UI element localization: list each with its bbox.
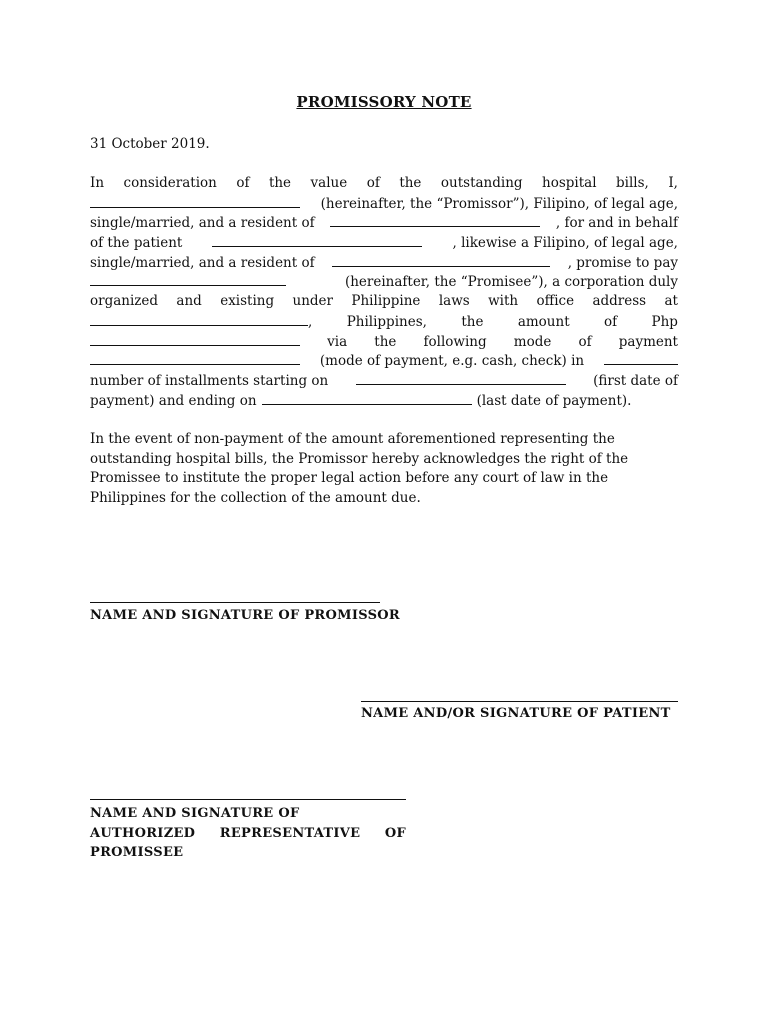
representative-signature-line[interactable] (90, 799, 406, 800)
document-date: 31 October 2019. (90, 136, 210, 152)
promissor-signature-label: NAME AND SIGNATURE OF PROMISSOR (90, 608, 401, 623)
office-address-blank[interactable] (90, 312, 308, 326)
paragraph-line: of the patient , likewise a Filipino, of legal age, (90, 235, 678, 252)
paragraph-line: (hereinafter, the “Promisee”), a corporation duly (90, 272, 678, 292)
paragraph-line: , Philippines, the amount of Php (90, 312, 678, 332)
paragraph-line: (hereinafter, the “Promissor”), Filipino, of legal age, (90, 194, 678, 214)
document-title: PROMISSORY NOTE (296, 93, 472, 111)
patient-address-blank[interactable] (332, 253, 550, 267)
promissor-address-blank[interactable] (330, 213, 540, 227)
patient-signature-line[interactable] (361, 701, 678, 702)
paragraph-line: In the event of non-payment of the amount aforementioned representing the (90, 431, 615, 447)
mode-of-payment-blank[interactable] (90, 351, 300, 365)
consideration-paragraph (90, 174, 678, 410)
paragraph-line: outstanding hospital bills, the Promissor hereby acknowledges the right of the (90, 450, 629, 467)
last-payment-date-blank[interactable] (262, 391, 472, 405)
patient-signature-label: NAME AND/OR SIGNATURE OF PATIENT (361, 706, 671, 721)
paragraph-line: number of installments starting on (first date of (90, 372, 678, 389)
paragraph-line: In consideration of the value of the outstanding hospital bills, I, (90, 175, 678, 191)
paragraph-line: via the following mode of payment (90, 332, 678, 352)
paragraph-line: organized and existing under Philippine laws with office address at (90, 293, 678, 310)
representative-signature-label: NAME AND SIGNATURE OF AUTHORIZED REPRESENTATIVE OF PROMISSEE (90, 806, 406, 860)
promissor-signature-line[interactable] (90, 602, 380, 603)
paragraph-line: payment) and ending on (last date of payment). (90, 392, 632, 409)
promisee-name-blank[interactable] (90, 272, 286, 286)
paragraph-line: single/married, and a resident of , for and in behalf (90, 215, 678, 232)
promissor-name-blank[interactable] (90, 194, 300, 208)
paragraph-line: single/married, and a resident of , promise to pay (90, 254, 678, 271)
installments-blank[interactable] (604, 351, 678, 365)
non-payment-paragraph (90, 430, 678, 509)
amount-blank[interactable] (90, 332, 300, 346)
paragraph-line: (mode of payment, e.g. cash, check) in (90, 351, 678, 371)
patient-name-blank[interactable] (212, 233, 422, 247)
paragraph-line: Promissee to institute the proper legal action before any court of law in the (90, 470, 609, 487)
paragraph-line: Philippines for the collection of the amount due. (90, 490, 421, 507)
first-payment-date-blank[interactable] (356, 371, 566, 385)
